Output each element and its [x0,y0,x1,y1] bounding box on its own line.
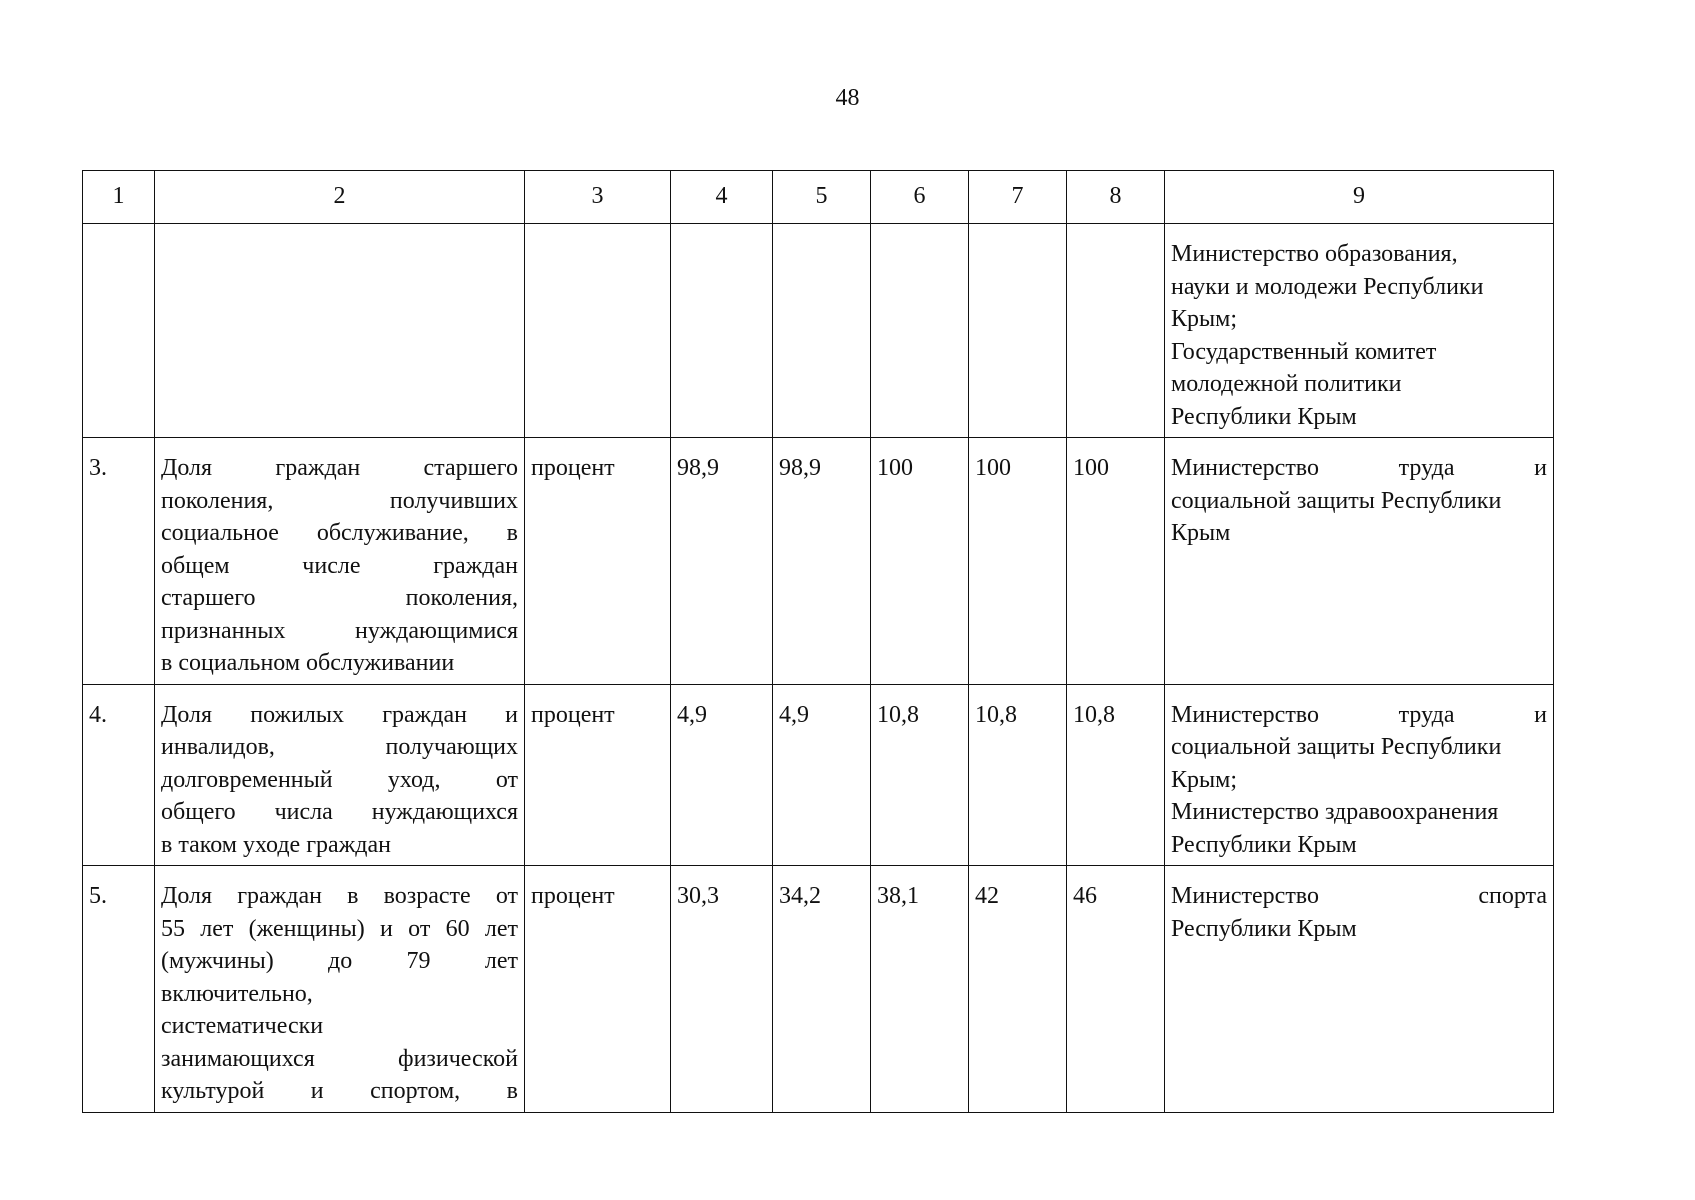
indicator-line: занимающихся физической [161,1045,518,1072]
value-cell: 100 [1067,438,1165,685]
executor-line: социальной защиты Республики [1171,487,1502,514]
value-cell: 10,8 [871,684,969,866]
value-cell: 10,8 [1067,684,1165,866]
header-cell: 4 [671,171,773,224]
executor-line: Министерство здравоохранения [1171,799,1499,825]
executor-line: науки и молодежи Республики [1171,273,1484,300]
indicator-line: признанных нуждающимися [161,617,518,644]
indicator-line: Доля граждан старшего [161,455,518,481]
executor-line: Крым; [1171,306,1237,332]
indicator-line: Доля пожилых граждан и [161,701,518,728]
executor-cell [1165,866,1554,1113]
executor-line: Республики Крым [1171,403,1357,430]
executor-line: Республики Крым [1171,915,1357,942]
indicators-table [82,170,1554,1113]
header-cell: 7 [969,171,1067,224]
executor-line: Крым [1171,520,1231,546]
value-cell: 100 [969,438,1067,685]
row-number: 4. [83,684,155,866]
value-cell: 46 [1067,866,1165,1113]
value-cell: 100 [871,438,969,685]
executor-line: Министерство образования, [1171,241,1458,267]
unit-cell: процент [525,684,671,866]
row-number: 5. [83,866,155,1113]
unit-cell: процент [525,438,671,685]
table-header-row [83,171,1554,224]
indicator-line: долговременный уход, от [161,766,518,793]
value-cell: 4,9 [773,684,871,866]
value-cell: 34,2 [773,866,871,1113]
executor-line: Государственный комитет [1171,338,1437,365]
page-number: 48 [835,85,860,111]
header-cell: 8 [1067,171,1165,224]
executor-cell [1165,684,1554,866]
indicator-line: старшего поколения, [161,585,518,611]
table-row [83,224,1554,438]
unit-cell: процент [525,866,671,1113]
header-cell: 5 [773,171,871,224]
value-cell: 4,9 [671,684,773,866]
indicator-line: в социальном обслуживании [161,650,455,676]
indicator-line: в таком уходе граждан [161,831,391,858]
row-number: 3. [83,438,155,685]
executor-cell [1165,438,1554,685]
header-cell: 2 [155,171,525,224]
executor-cell [1165,224,1554,438]
row-number [83,224,155,438]
executor-line: Министерство спорта [1171,883,1547,909]
header-cell: 1 [83,171,155,224]
header-cell: 6 [871,171,969,224]
executor-line: Крым; [1171,766,1237,793]
header-cell: 3 [525,171,671,224]
value-cell: 30,3 [671,866,773,1113]
indicator-cell [155,438,525,685]
indicator-line: общего числа нуждающихся [161,799,518,825]
value-cell [671,224,773,438]
table-row [83,684,1554,866]
indicator-line: социальное обслуживание, в [161,520,518,546]
executor-line: молодежной политики [1171,371,1402,397]
indicator-line: (мужчины) до 79 лет [161,948,518,974]
value-cell [773,224,871,438]
table-row [83,866,1554,1113]
indicator-line: систематически [161,1013,324,1039]
executor-line: Республики Крым [1171,831,1357,858]
value-cell: 42 [969,866,1067,1113]
executor-line: социальной защиты Республики [1171,734,1502,760]
value-cell: 98,9 [671,438,773,685]
executor-line: Министерство труда и [1171,701,1547,728]
value-cell [1067,224,1165,438]
value-cell [969,224,1067,438]
value-cell [871,224,969,438]
indicator-cell [155,866,525,1113]
indicator-line: включительно, [161,980,313,1007]
indicator-line: Доля граждан в возрасте от [161,883,518,909]
indicator-line: поколения, получивших [161,487,518,514]
indicator-cell [155,684,525,866]
table-row [83,438,1554,685]
value-cell: 38,1 [871,866,969,1113]
header-cell: 9 [1165,171,1554,224]
unit-cell [525,224,671,438]
indicator-line: инвалидов, получающих [161,734,518,760]
indicator-line: культурой и спортом, в [161,1078,518,1104]
indicator-line: 55 лет (женщины) и от 60 лет [161,915,518,942]
indicator-line: общем числе граждан [161,552,518,579]
value-cell: 10,8 [969,684,1067,866]
executor-line: Министерство труда и [1171,455,1547,481]
value-cell: 98,9 [773,438,871,685]
indicator-cell [155,224,525,438]
